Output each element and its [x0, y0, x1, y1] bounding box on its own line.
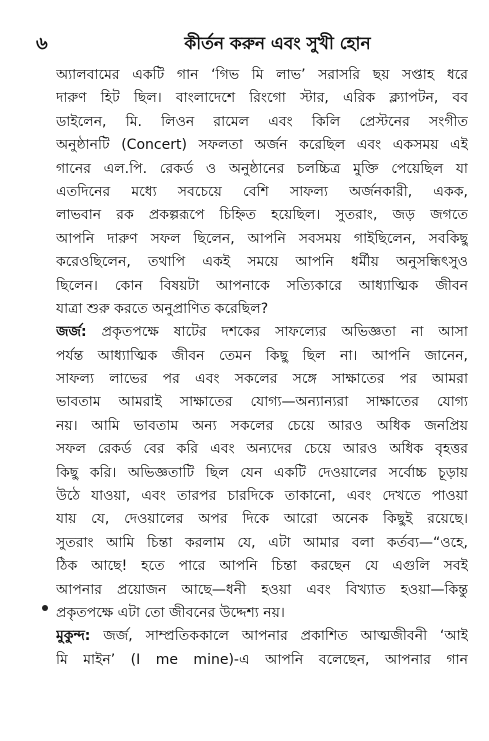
text-line	[56, 64, 468, 87]
speaker-label: মুকুন্দ:	[56, 628, 91, 645]
line-text: প্রকৃতপক্ষে ষাটের দশকের সাফল্যের অভিজ্ঞতা না আসা	[86, 324, 468, 341]
text-line	[56, 111, 468, 134]
line-text: নয়। আমি ভাবতাম অন্য সকলের চেয়ে আরও অধিক জনপ্রিয়	[56, 417, 468, 434]
line-text: সাফল্য লাভের পর এবং সকলের সঙ্গে সাক্ষাতের পর আমরা	[56, 371, 468, 388]
line-text: যায় যে, দেওয়ালের অপর দিকে আরো অনেক কিছুই রয়েছে।	[56, 511, 468, 528]
line-text: ছিলেন। কোন বিষয়টা আপনাকে সত্যিকারে আধ্যাত্মিক জীবন	[56, 277, 468, 294]
line-text: আপনার প্রয়োজন আছে—ধনী হওয়া এবং বিখ্যাত হওয়া—কিন্তু	[56, 581, 468, 598]
text-line	[56, 251, 468, 274]
line-text: অনুষ্ঠানটি (Concert) সফলতা অর্জন করেছিল এবং একসময় এই	[56, 137, 468, 154]
text-line	[56, 532, 468, 555]
text-line	[56, 415, 468, 438]
text-line	[56, 555, 468, 578]
text-line	[56, 158, 468, 181]
text-line	[56, 275, 468, 298]
text-line	[56, 508, 468, 531]
line-text: উঠে যাওয়া, এবং তারপর চারদিকে তাকানো, এবং দেখতে পাওয়া	[56, 488, 468, 505]
text-line	[56, 368, 468, 391]
text-line	[56, 625, 468, 648]
line-text: আপনি দারুণ সফল ছিলেন, আপনি সবসময় গাইছিলেন, সবকিছু	[56, 230, 468, 247]
text-line	[56, 134, 468, 157]
text-line	[56, 579, 468, 602]
line-text: মি মাইন’ (I me mine)-এ আপনি বলেছেন, আপনার গান	[56, 651, 468, 668]
line-text: ডাইলেন, মি. লিওন রামেল এবং কিলি প্রেস্টনের সংগীত	[56, 113, 468, 130]
text-line	[56, 321, 468, 344]
text-line	[56, 87, 468, 110]
text-line	[56, 181, 468, 204]
line-text: এতদিনের মধ্যে সবচেয়ে বেশি সাফল্য অর্জনকারী, একক,	[56, 183, 468, 200]
page-number: ৬	[36, 33, 48, 54]
body-text	[56, 64, 468, 672]
line-text: ভাবতাম আমরাই সাক্ষাতের যোগ্য—অন্যান্যরা সাক্ষাতের যোগ্য	[56, 394, 468, 411]
line-text: করেওছিলেন, তথাপি একই সময়ে আপনি ধর্মীয় অনুসন্ধিৎসুও	[56, 254, 468, 271]
line-text: সুতরাং আমি চিন্তা করলাম যে, এটা আমার বলা কর্তব্য—“ওহে,	[56, 534, 468, 551]
line-text: লাভবান রক প্রকল্পরূপে চিহ্নিত হয়েছিল। সুতরাং, জড় জগতে	[56, 207, 468, 224]
text-line	[56, 649, 468, 672]
line-text: সফল রেকর্ড বের করি এবং অন্যদের চেয়ে আরও অধিক বৃহত্তর	[56, 441, 468, 458]
line-text: পর্যন্ত আধ্যাত্মিক জীবন তেমন কিছু ছিল না। আপনি জানেন,	[56, 347, 468, 364]
page-header	[36, 30, 459, 58]
text-line	[56, 345, 468, 368]
line-text: যাত্রা শুরু করতে অনুপ্রাণিত করেছিল?	[56, 300, 269, 317]
text-line	[56, 298, 468, 321]
text-line	[56, 462, 468, 485]
line-text: কিছু করি। অভিজ্ঞতাটি ছিল যেন একটি দেওয়ালের সর্বোচ্চ চূড়ায়	[56, 464, 468, 481]
line-text: দারুণ হিট ছিল। বাংলাদেশে রিংগো স্টার, এরিক ক্ল্যাপটন, বব	[56, 90, 468, 107]
text-line	[56, 438, 468, 461]
line-text: জর্জ, সাম্প্রতিককালে আপনার প্রকাশিত আত্মজীবনী ‘আই	[90, 628, 468, 645]
line-text: প্রকৃতপক্ষে এটা তো জীবনের উদ্দেশ্য নয়।	[56, 604, 285, 621]
text-line	[56, 228, 468, 251]
margin-mark	[42, 605, 48, 611]
running-title: কীর্তন করুন এবং সুখী হোন	[184, 34, 371, 54]
text-line	[56, 204, 468, 227]
line-text: গানের এল.পি. রেকর্ড ও অনুষ্ঠানের চলচ্চিত্র মুক্তি পেয়েছিল যা	[56, 160, 468, 177]
text-line	[56, 391, 468, 414]
speaker-label: জর্জ:	[56, 324, 87, 341]
line-text: অ্যালবামের একটি গান ‘গিভ মি লাভ’ সরাসরি ছয় সপ্তাহ ধরে	[56, 67, 468, 83]
line-text: ঠিক আছে! হতে পারে আপনি চিন্তা করছেন যে এগুলি সবই	[56, 558, 468, 575]
text-line	[56, 485, 468, 508]
text-line	[56, 602, 468, 625]
